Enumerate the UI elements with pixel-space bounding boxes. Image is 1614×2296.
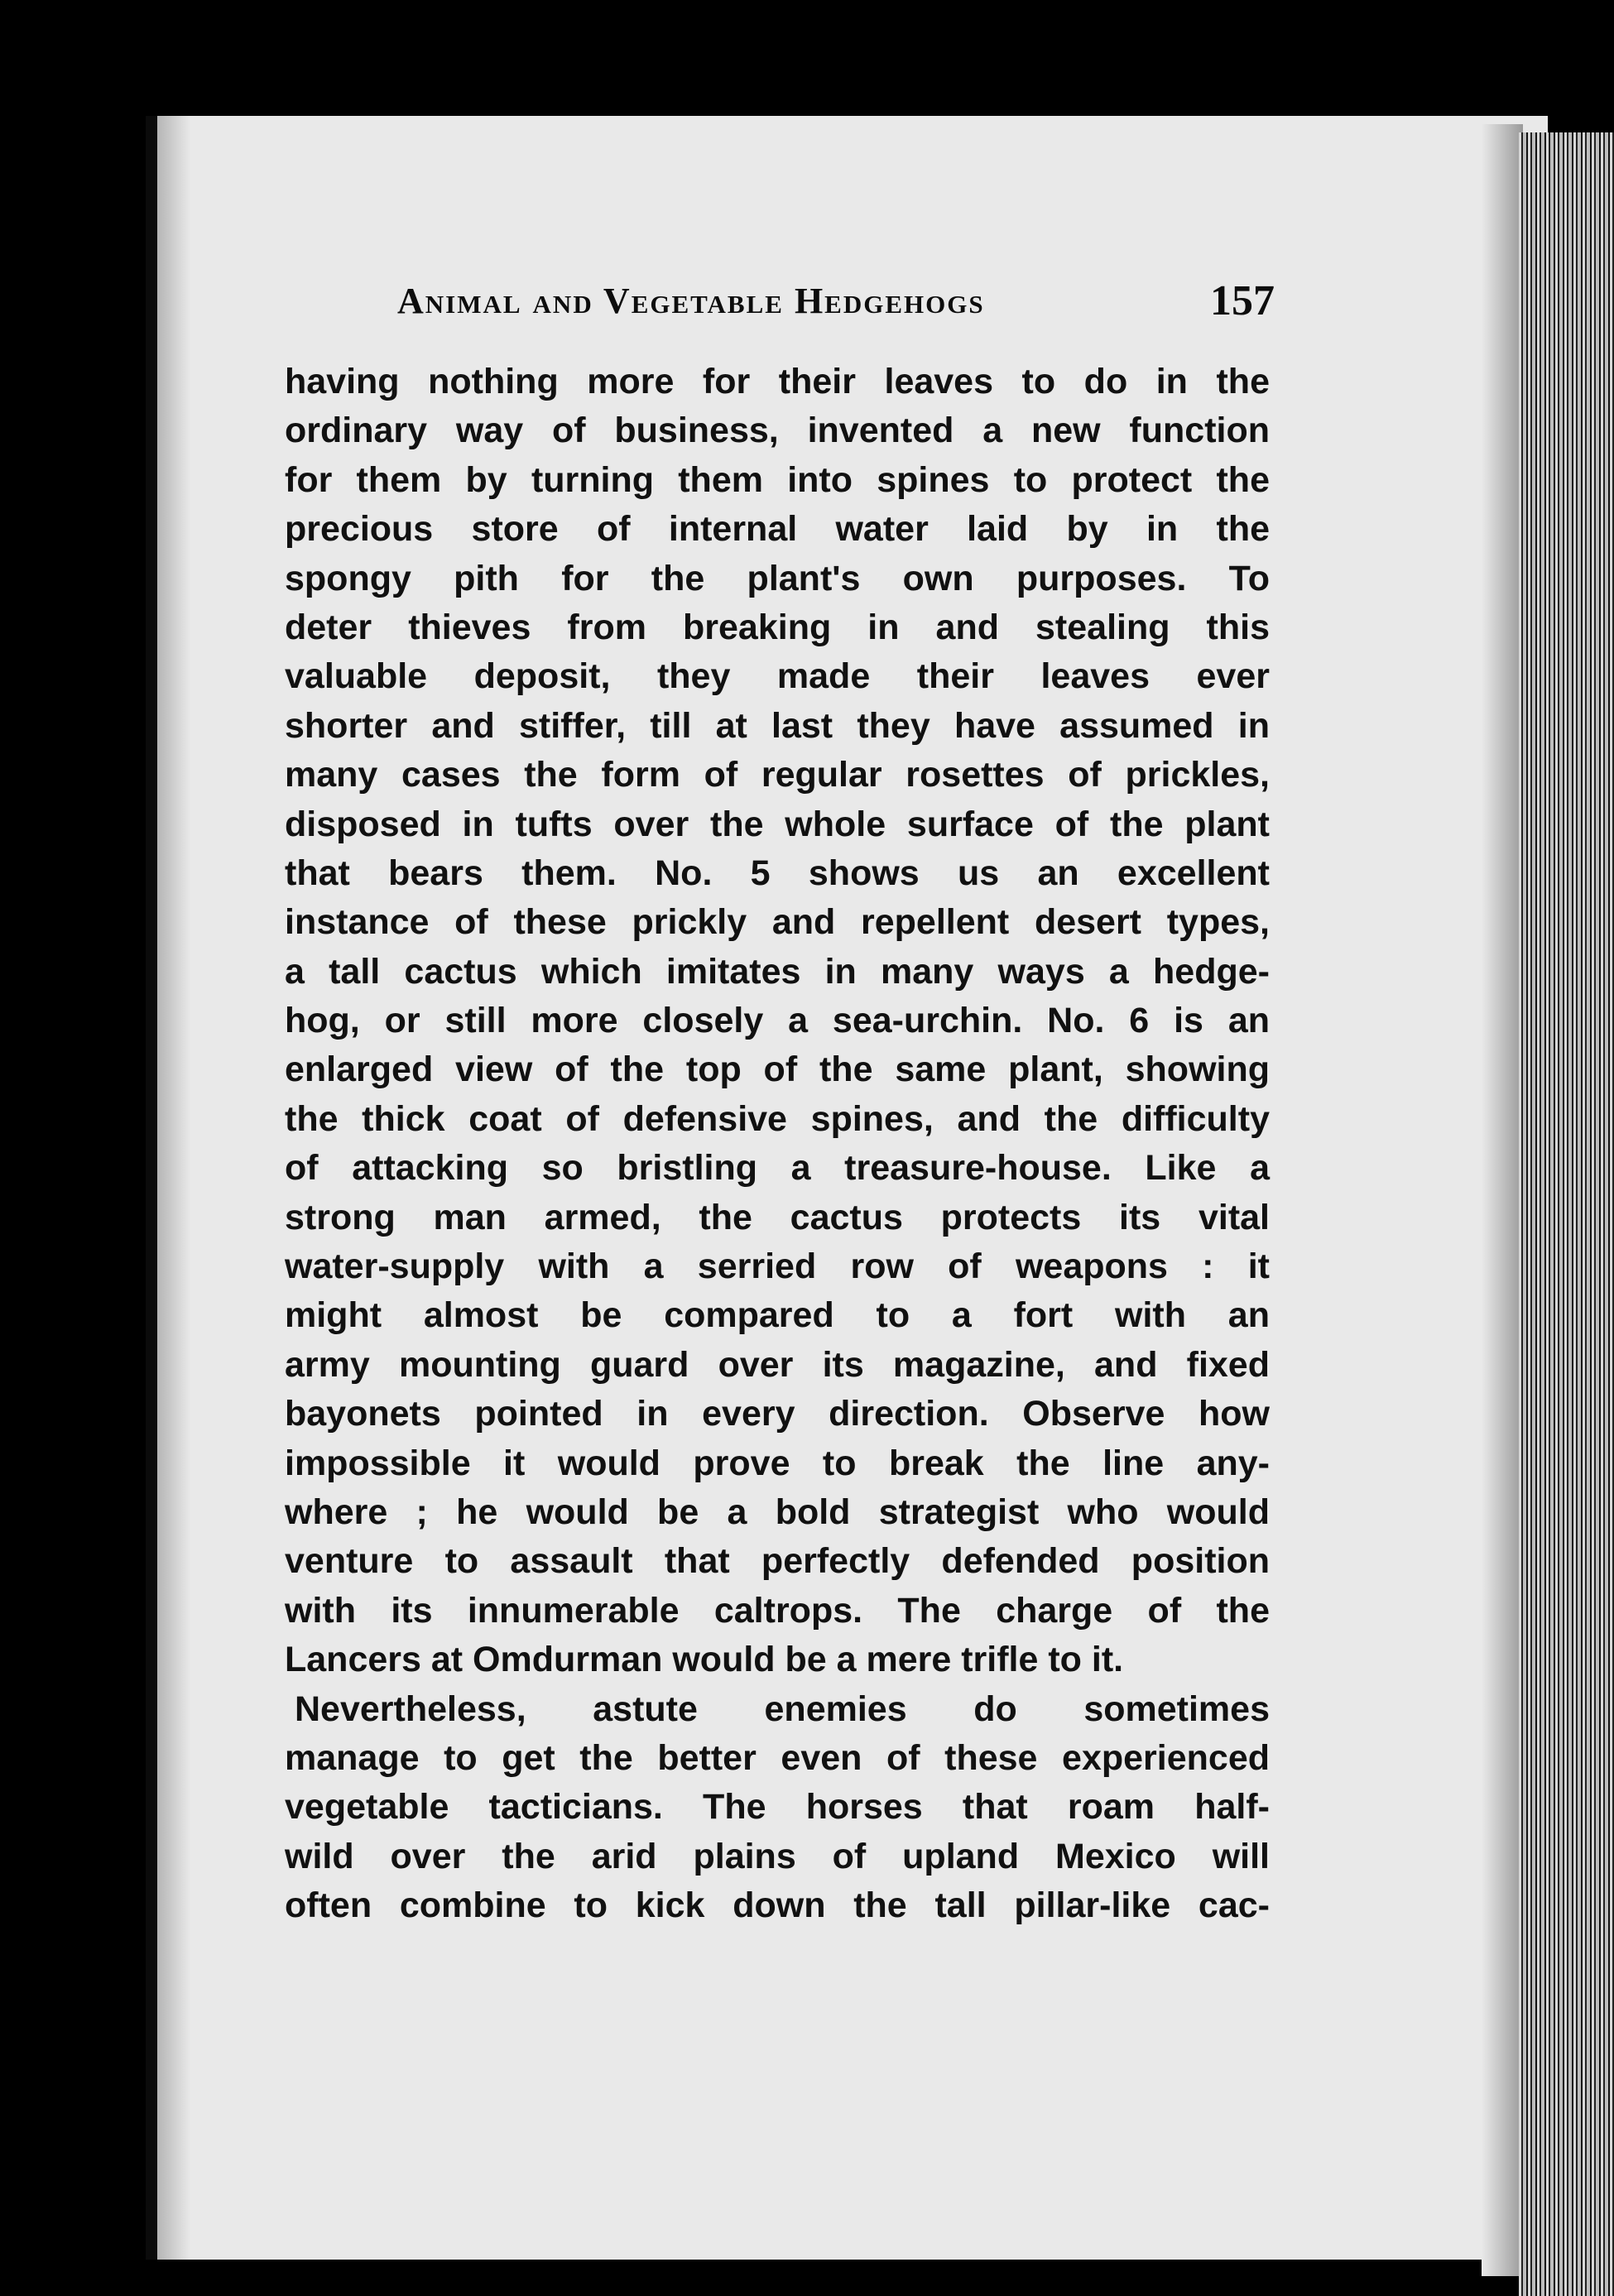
text-line: bayonets pointed in every direction. Observe how xyxy=(285,1394,1270,1434)
text-line: hog, or still more closely a sea-urchin. No. 6 is an xyxy=(285,1001,1270,1041)
text-line: ordinary way of business, invented a new function xyxy=(285,411,1270,451)
running-head: Animal and Vegetable Hedgehogs xyxy=(397,281,985,321)
page-stack-edge xyxy=(1519,132,1614,2296)
text-line: Lancers at Omdurman would be a mere trifle to it. xyxy=(285,1640,1124,1680)
text-line: having nothing more for their leaves to do in the xyxy=(285,362,1270,401)
text-line: where ; he would be a bold strategist who would xyxy=(285,1491,1270,1532)
text-line: disposed in tufts over the whole surface of the plant xyxy=(285,804,1270,844)
text-line: a tall cactus which imitates in many ways a hedge- xyxy=(285,951,1270,992)
text-line: for them by turning them into spines to protect the xyxy=(285,459,1270,500)
text-line: enlarged view of the top of the same plant, showing xyxy=(285,1050,1270,1090)
text-line: of attacking so bristling a treasure-house. Like a xyxy=(285,1148,1270,1189)
text-line: vegetable tacticians. The horses that roam half- xyxy=(285,1787,1270,1828)
text-line: strong man armed, the cactus protects its vital xyxy=(285,1197,1270,1237)
text-line: shorter and stiffer, till at last they have assumed in xyxy=(285,705,1270,746)
text-line: that bears them. No. 5 shows us an excellent xyxy=(285,853,1270,893)
text-line: manage to get the better even of these experienced xyxy=(285,1737,1270,1778)
text-line: wild over the arid plains of upland Mexico will xyxy=(285,1836,1270,1876)
text-line: Nevertheless, astute enemies do sometimes xyxy=(295,1688,1270,1729)
page-edge-shadow xyxy=(1482,124,1523,2276)
text-line: impossible it would prove to break the line any- xyxy=(285,1443,1270,1483)
page-number: 157 xyxy=(1210,277,1275,324)
text-line: spongy pith for the plant's own purposes. To xyxy=(285,558,1270,598)
text-line: precious store of internal water laid by in the xyxy=(285,509,1270,550)
text-line: deter thieves from breaking in and stealing this xyxy=(285,607,1270,647)
page-header xyxy=(397,277,1275,338)
text-line: water-supply with a serried row of weapons : it xyxy=(285,1246,1270,1287)
gutter-shadow xyxy=(157,116,190,2260)
text-line: the thick coat of defensive spines, and the difficulty xyxy=(285,1098,1270,1139)
text-line: often combine to kick down the tall pillar-like cac- xyxy=(285,1885,1270,1926)
text-line: might almost be compared to a fort with an xyxy=(285,1295,1270,1336)
text-line: valuable deposit, they made their leaves ever xyxy=(285,656,1270,697)
text-line: many cases the form of regular rosettes of prickles, xyxy=(285,755,1270,795)
facing-page-edge xyxy=(0,124,146,2276)
body-text xyxy=(285,358,1270,1931)
text-line: with its innumerable caltrops. The charge of the xyxy=(285,1590,1270,1631)
text-line: venture to assault that perfectly defended position xyxy=(285,1541,1270,1582)
text-line: instance of these prickly and repellent desert types, xyxy=(285,902,1270,943)
text-line: army mounting guard over its magazine, and fixed xyxy=(285,1344,1270,1385)
